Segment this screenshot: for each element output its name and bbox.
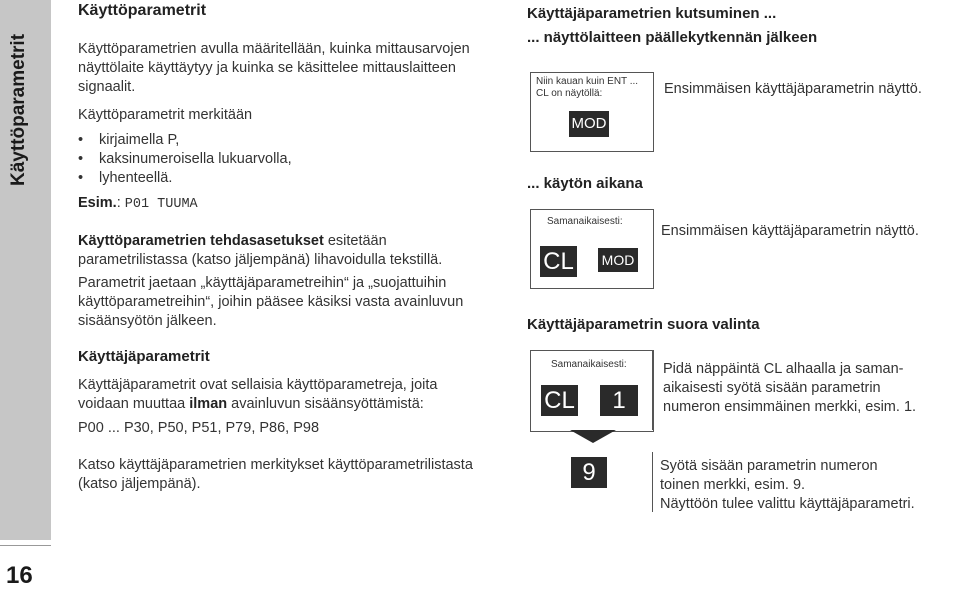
intro-line: näyttölaite käyttäytyy ja kuinka se käsittelee mittauslaitteen	[78, 60, 456, 76]
box-caption-line: Niin kauan kuin ENT ...	[536, 76, 639, 87]
instruction-box-power-on	[530, 72, 654, 152]
instruction-box-during-use	[530, 209, 654, 289]
user-params-post: avainluvun sisäänsyöttämistä:	[227, 396, 424, 412]
example-colon: :	[116, 195, 121, 211]
desc-power-on: Ensimmäisen käyttäjäparametrin näyttö.	[664, 81, 922, 97]
desc-second-digit	[660, 457, 915, 514]
bullet-icon: •	[78, 170, 84, 186]
defaults-paragraph	[78, 232, 442, 270]
power-on-heading: ... näyttölaitteen päällekytkennän jälkeen	[527, 29, 818, 46]
digit-1-key-icon: 1	[600, 385, 638, 416]
example-label: Esim.	[78, 195, 117, 211]
user-params-heading: Käyttäjäparametrit	[78, 348, 210, 365]
direct-select-heading: Käyttäjäparametrin suora valinta	[527, 316, 760, 333]
see-list-paragraph	[78, 456, 473, 494]
user-params-list: P00 ... P30, P50, P51, P79, P86, P98	[78, 420, 320, 436]
instruction-box-direct-select	[530, 350, 654, 432]
cl-key-icon: CL	[540, 246, 577, 277]
desc-line: aikaisesti syötä sisään parametrin	[663, 380, 881, 396]
bullet-text: lyhenteellä.	[99, 170, 173, 186]
box-caption	[536, 76, 638, 100]
sidebar	[0, 0, 51, 540]
mod-key-icon: MOD	[569, 111, 609, 137]
sidebar-title: Käyttöparametrit	[8, 33, 29, 186]
bullet-text: kaksinumeroisella lukuarvolla,	[99, 151, 292, 167]
desc-line: Näyttöön tulee valittu käyttäjäparametri.	[660, 496, 915, 512]
see-list-line: Katso käyttäjäparametrien merkitykset käyttöparametrilistasta	[78, 457, 473, 473]
desc-direct-select	[663, 360, 916, 417]
box-caption: Samanaikaisesti:	[551, 359, 627, 370]
bullet-text: kirjaimella P,	[99, 132, 180, 148]
bullet-icon: •	[78, 151, 84, 167]
defaults-line: parametrilistassa (katso jäljempänä) lihavoidulla tekstillä.	[78, 252, 443, 268]
desc-line: toinen merkki, esim. 9.	[660, 477, 806, 493]
defaults-rest: esitetään	[323, 233, 387, 249]
example-value: P01 TUUMA	[124, 197, 198, 212]
intro-line: signaalit.	[78, 79, 136, 95]
split-line: Parametrit jaetaan „käyttäjäparametreihin“ ja „suojattuihin	[78, 275, 447, 291]
see-list-line: (katso jäljempänä).	[78, 476, 201, 492]
page-number: 16	[6, 562, 33, 589]
bullet-list	[78, 131, 292, 188]
bullet-icon: •	[78, 132, 84, 148]
defaults-bold: Käyttöparametrien tehdasasetukset	[78, 233, 324, 249]
desc-during-use: Ensimmäisen käyttäjäparametrin näyttö.	[661, 223, 919, 239]
user-params-line: Käyttäjäparametrit ovat sellaisia käyttöparametreja, joita	[78, 377, 438, 393]
cl-key-icon: CL	[541, 385, 578, 416]
list-item	[78, 131, 292, 150]
intro-paragraph	[78, 40, 470, 97]
divider	[652, 452, 653, 512]
user-params-paragraph	[78, 376, 437, 414]
box-caption: Samanaikaisesti:	[547, 216, 623, 227]
marked-intro: Käyttöparametrit merkitään	[78, 107, 253, 123]
mod-key-icon: MOD	[598, 248, 638, 272]
intro-line: Käyttöparametrien avulla määritellään, kuinka mittausarvojen	[78, 41, 470, 57]
call-heading: Käyttäjäparametrien kutsuminen ...	[527, 5, 777, 22]
desc-line: Syötä sisään parametrin numeron	[660, 458, 878, 474]
desc-line: Pidä näppäintä CL alhaalla ja saman-	[663, 361, 904, 377]
example-line	[78, 194, 198, 214]
list-item	[78, 169, 292, 188]
split-line: käyttöparametreihin“, joihin pääsee käsiksi vasta avainluvun	[78, 294, 464, 310]
section-title: Käyttöparametrit	[78, 2, 207, 19]
during-use-heading: ... käytön aikana	[527, 175, 643, 192]
box-caption-line: CL on näytöllä:	[536, 88, 603, 99]
list-item	[78, 150, 292, 169]
split-paragraph	[78, 274, 463, 331]
user-params-pre: voidaan muuttaa	[78, 396, 190, 412]
desc-line: numeron ensimmäinen merkki, esim. 1.	[663, 399, 917, 415]
divider	[652, 350, 653, 430]
digit-9-key-icon: 9	[571, 457, 607, 488]
user-params-bold: ilman	[189, 396, 228, 412]
arrow-down-icon	[570, 430, 616, 443]
split-line: sisäänsyötön jälkeen.	[78, 313, 217, 329]
